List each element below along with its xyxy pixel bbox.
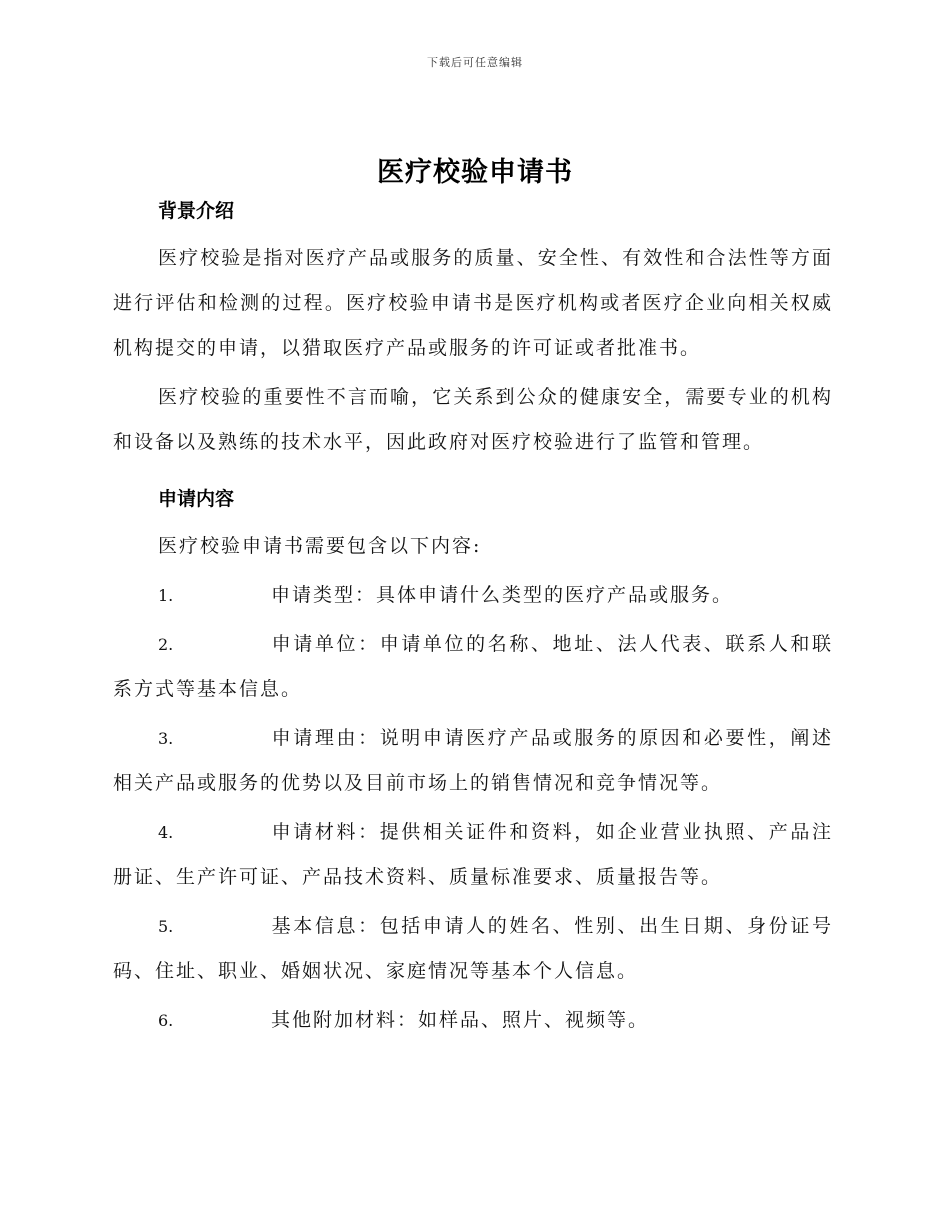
list-item [113,810,833,900]
list-item [113,622,833,712]
header-note: 下载后可任意编辑 [427,56,523,69]
list-item-text: 申请单位：申请单位的名称、地址、法人代表、联系人和联系方式等基本信息。 [113,633,833,700]
list-number: 5. [158,917,174,936]
list-item [113,904,833,994]
list-item [113,716,833,806]
list-number: 2. [158,635,174,654]
list-number: 4. [158,823,174,842]
list-item-text: 其他附加材料：如样品、照片、视频等。 [271,1009,650,1031]
section-heading-background: 背景介绍 [158,200,235,222]
list-item-text: 基本信息：包括申请人的姓名、性别、出生日期、身份证号码、住址、职业、婚姻状况、家庭情况等基本个人信息。 [113,915,833,982]
paragraph: 医疗校验是指对医疗产品或服务的质量、安全性、有效性和合法性等方面进行评估和检测的过程。医疗校验申请书是医疗机构或者医疗企业向相关权威机构提交的申请，以猎取医疗产品或服务的许可证或者批准书。 [113,247,833,359]
list-item-text: 申请材料：提供相关证件和资料，如企业营业执照、产品注册证、生产许可证、产品技术资料、质量标准要求、质量报告等。 [113,821,833,888]
list-number: 6. [158,1011,174,1030]
list-item-text: 申请理由：说明申请医疗产品或服务的原因和必要性，阐述相关产品或服务的优势以及目前市场上的销售情况和竞争情况等。 [113,727,833,794]
list-item [113,573,833,618]
list-number: 1. [158,586,174,605]
document-title: 医疗校验申请书 [377,157,573,188]
document-body [113,196,833,1043]
list-item [113,998,833,1043]
paragraph: 医疗校验的重要性不言而喻，它关系到公众的健康安全，需要专业的机构和设备以及熟练的技术水平，因此政府对医疗校验进行了监管和管理。 [113,386,833,453]
paragraph: 医疗校验申请书需要包含以下内容: [158,535,482,557]
list-number: 3. [158,729,174,748]
section-heading-content: 申请内容 [158,488,235,510]
list-item-text: 申请类型：具体申请什么类型的医疗产品或服务。 [271,584,734,606]
